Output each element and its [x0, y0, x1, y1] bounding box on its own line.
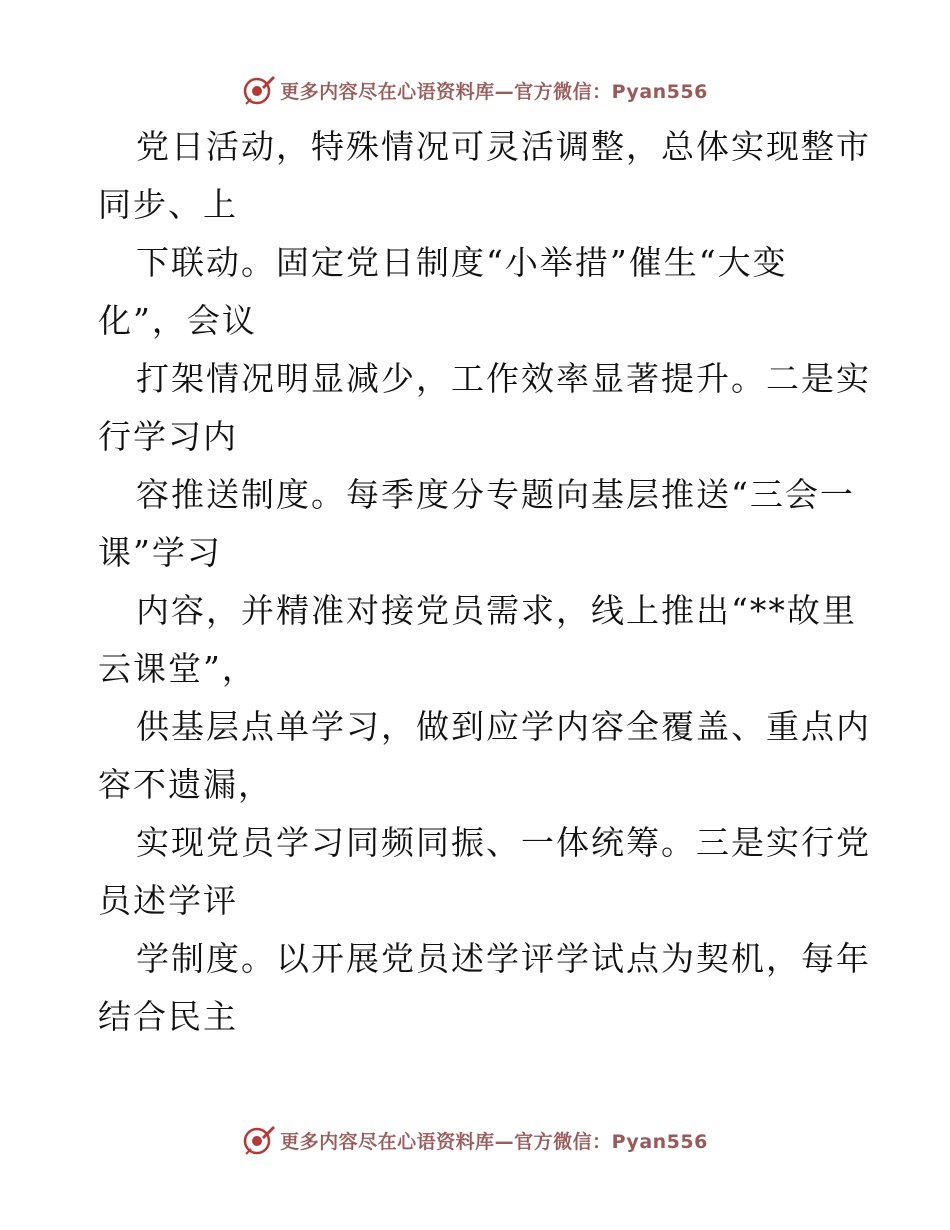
text-line: 化”，会议 [98, 301, 257, 340]
text-line: 内容，并精准对接党员需求，线上推出“**故里 [136, 591, 857, 630]
paragraph [98, 234, 858, 350]
text-line: 结合民主 [98, 997, 238, 1036]
paragraph [98, 814, 871, 930]
paragraph [98, 582, 858, 698]
watermark-text: 更多内容尽在心语资料库—官方微信：Pyan556 [280, 80, 708, 103]
watermark-text: 更多内容尽在心语资料库—官方微信：Pyan556 [280, 1130, 708, 1153]
text-line: 员述学评 [98, 881, 238, 920]
text-line: 学制度。以开展党员述学评学试点为契机，每年 [136, 939, 871, 978]
paragraph [98, 930, 871, 1046]
text-line: 容不遗漏， [98, 765, 273, 804]
footer-watermark [0, 1120, 950, 1160]
document-body [98, 118, 871, 1046]
text-line: 云课堂”， [98, 649, 257, 688]
text-line: 下联动。固定党日制度“小举措”催生“大变 [136, 243, 788, 282]
text-line: 课”学习 [98, 533, 222, 572]
paragraph [98, 466, 858, 582]
text-line: 党日活动，特殊情况可灵活调整，总体实现整市 [136, 127, 871, 166]
text-line: 供基层点单学习，做到应学内容全覆盖、重点内 [136, 707, 871, 746]
pen-logo-icon [242, 73, 276, 107]
text-line: 同步、上 [98, 185, 238, 224]
paragraph [98, 698, 871, 814]
paragraph [98, 350, 871, 466]
paragraph [98, 118, 871, 234]
text-line: 行学习内 [98, 417, 238, 456]
text-line: 容推送制度。每季度分专题向基层推送“三会一 [136, 475, 855, 514]
pen-logo-icon [242, 1123, 276, 1157]
text-line: 打架情况明显减少，工作效率显著提升。二是实 [136, 359, 871, 398]
text-line: 实现党员学习同频同振、一体统筹。三是实行党 [136, 823, 871, 862]
header-watermark [0, 70, 950, 110]
